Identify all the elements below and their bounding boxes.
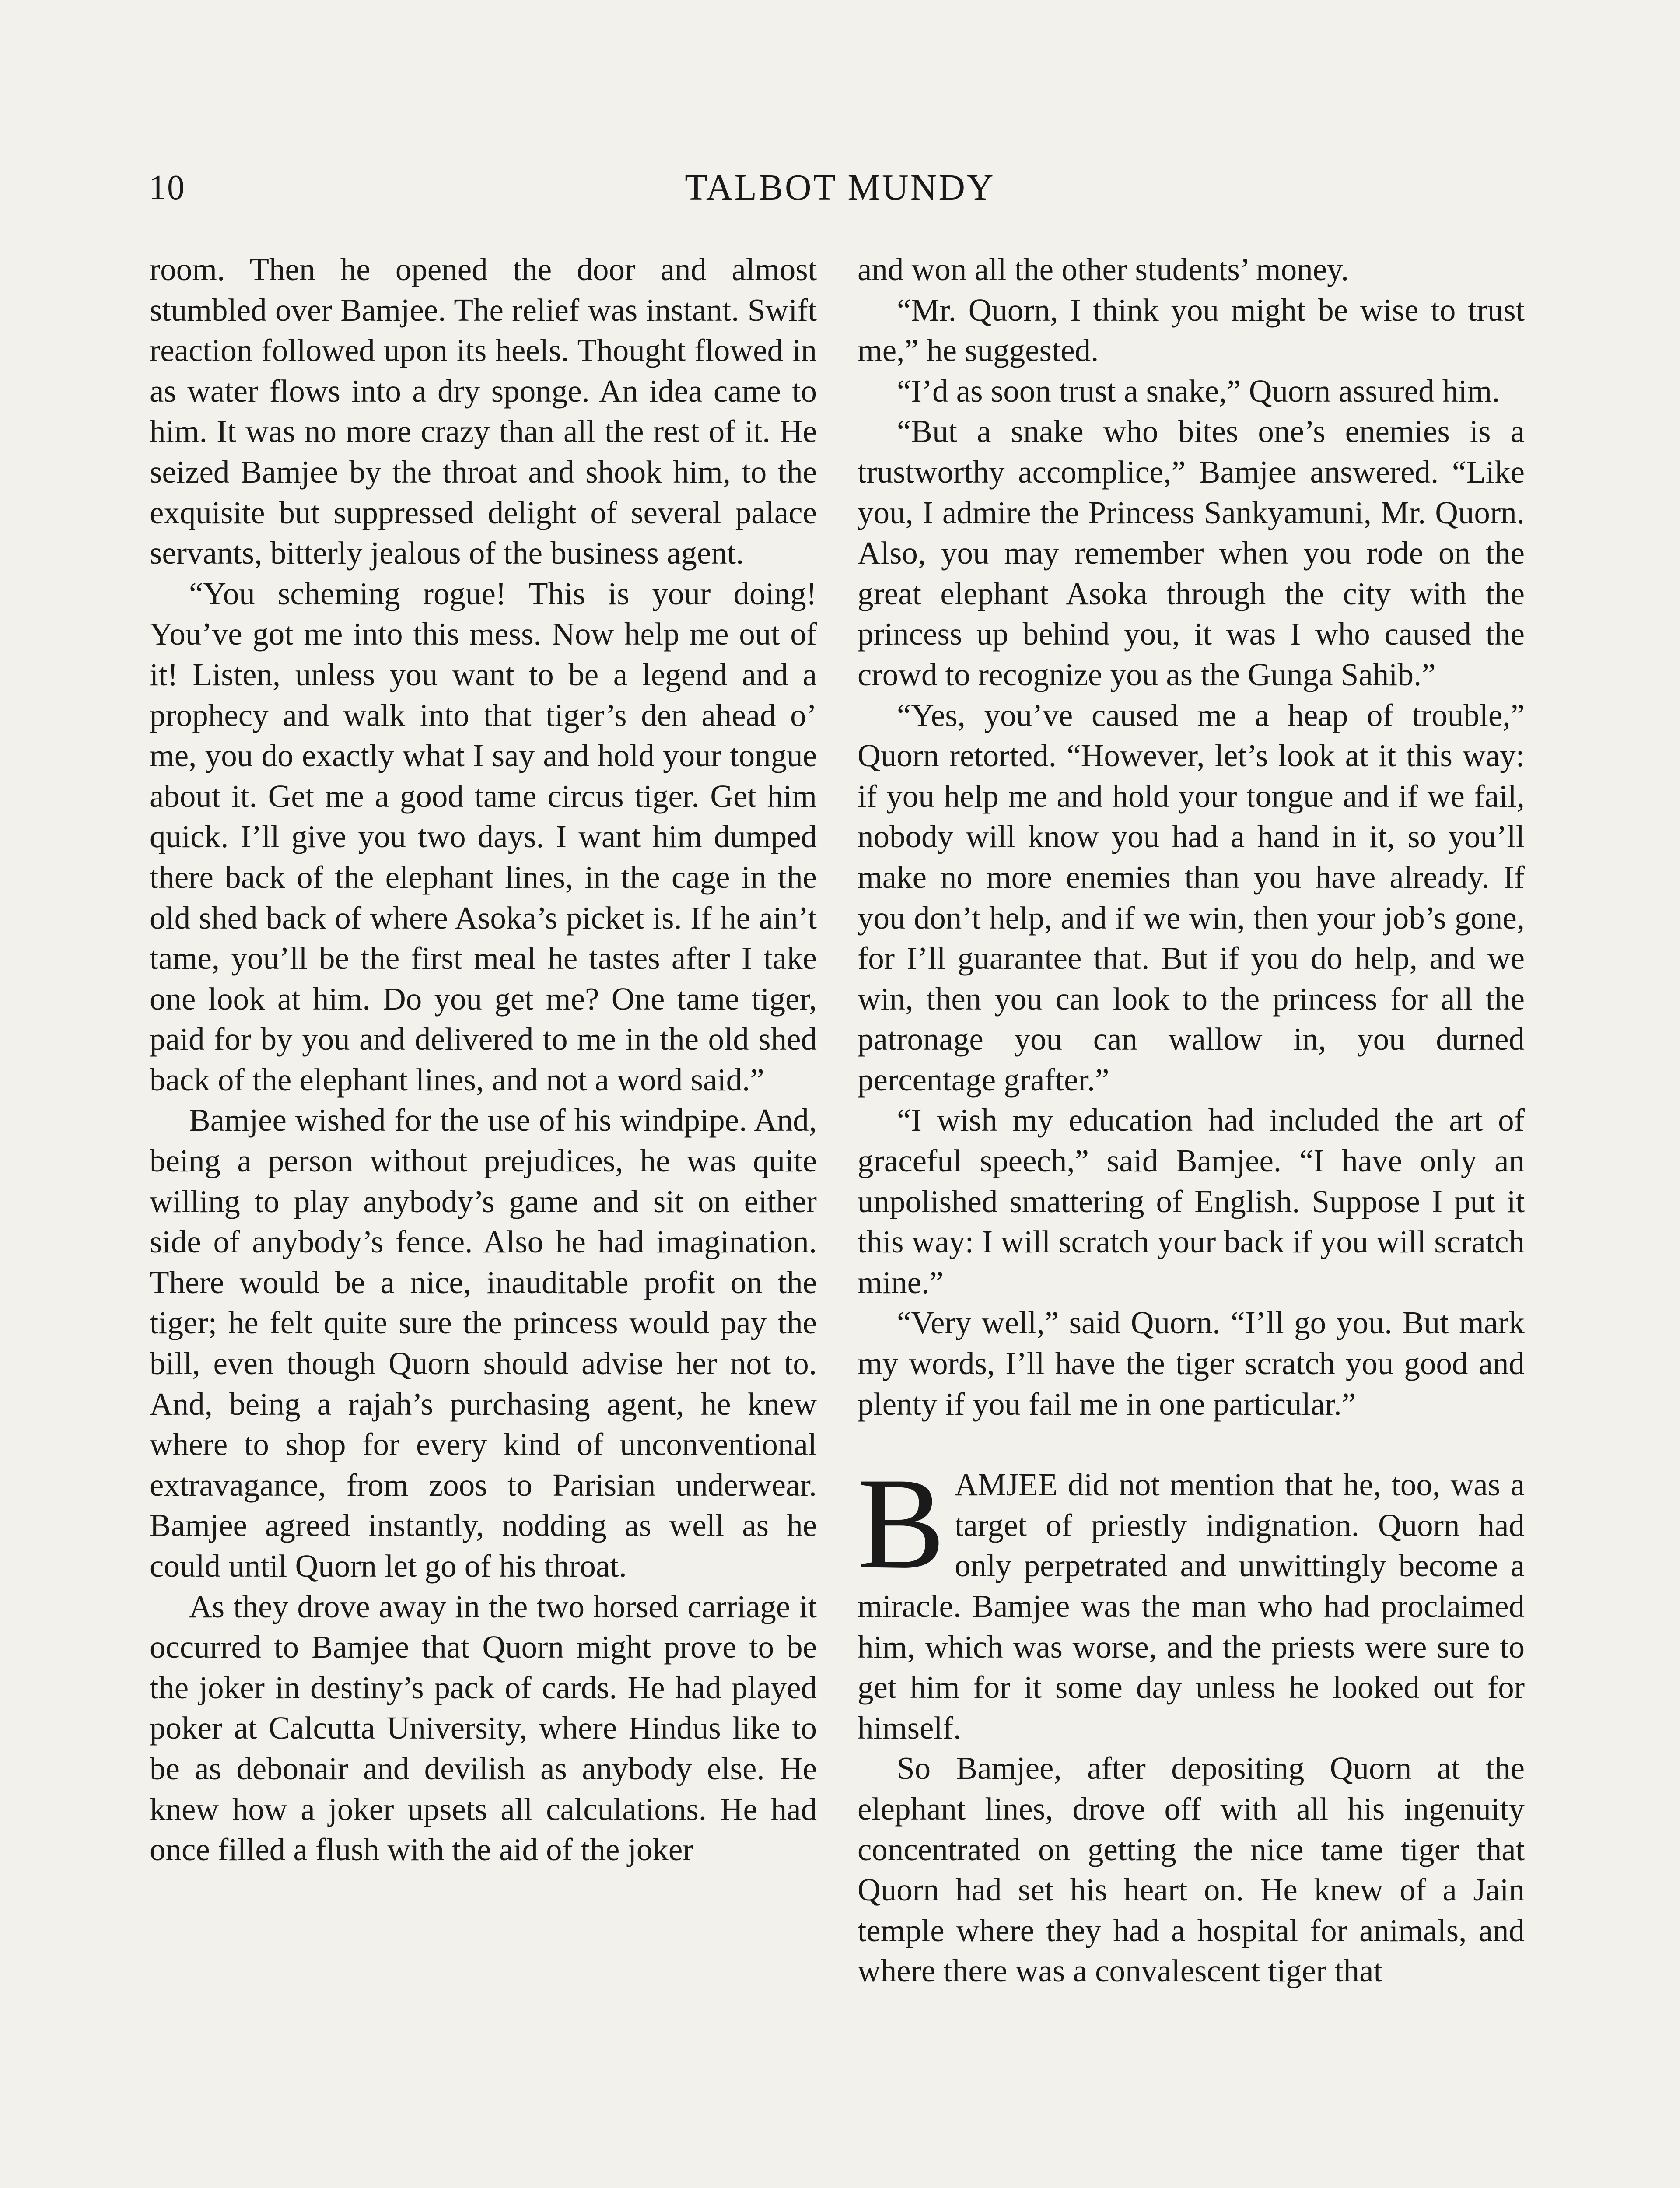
paragraph: Bamjee wished for the use of his windpipe. And, being a person without prejudices, he was quite willing to play anybody’s game and sit on either side of anybody’s fence. Also he had imagination. There would be a nice, inauditable profit on the tiger; he felt quite sure the princess would pay the bill, even though Quorn should advise her not to. And, being a rajah’s purchasing agent, he knew where to shop for every kind of unconventional extravagance, from zoos to Parisian underwear. Bamjee agreed instantly, nodding as well as he could until Quorn let go of his throat. (150, 1102, 817, 1584)
page-number: 10 (149, 168, 186, 207)
paragraph: “You scheming rogue! This is your doing! You’ve got me into this mess. Now help me out of it! Listen, unless you want to be a legend and a prophecy and walk into that tiger’s den ahead o’ me, you do exactly what I say and hold your tongue about it. Get me a good tame circus tiger. Get him quick. I’ll give you two days. I want him dumped there back of the elephant lines, in the cage in the old shed back of where Asoka’s picket is. If he ain’t tame, you’ll be the first meal he tastes after I take one look at him. Do you get me? One tame tiger, paid for by you and delivered to me in the old shed back of the elephant lines, and not a word said.” (150, 575, 817, 1098)
paragraph: So Bamjee, after depositing Quorn at the elephant lines, drove off with all his ingenuity concentrated on getting the nice tame tiger that Quorn had set his heart on. He knew of a Jain temple where they had a hospital for animals, and where there was a convalescent tiger that (858, 1750, 1525, 1989)
page-header (0, 164, 1680, 212)
running-head: TALBOT MUNDY (685, 167, 995, 208)
paragraph: As they drove away in the two horsed carriage it occurred to Bamjee that Quorn might prove to be the joker in destiny’s pack of cards. He had played poker at Calcutta University, where Hindus like to be as debonair and devilish as anybody else. He knew how a joker upsets all calculations. He had once filled a flush with the aid of the joker (150, 1588, 817, 1868)
paragraph: “I’d as soon trust a snake,” Quorn assured him. (897, 373, 1500, 409)
section-break (858, 1451, 1525, 1992)
section-first-paragraph (858, 1451, 1525, 1748)
drop-cap: B (858, 1451, 945, 1596)
paragraph: “I wish my education had included the art of graceful speech,” said Bamjee. “I have only an unpolished smattering of English. Suppose I put it this way: I will scratch your back if you will scratch mine.” (858, 1102, 1525, 1300)
paragraph: “But a snake who bites one’s enemies is a trustworthy accomplice,” Bamjee answered. “Like you, I admire the Princess Sankyamuni, Mr. Quorn. Also, you may remember when you rode on the great elephant Asoka through the city with the princess up behind you, it was I who caused the crowd to recognize you as the Gunga Sahib.” (858, 414, 1525, 692)
paragraph: “Mr. Quorn, I think you might be wise to trust me,” he suggested. (858, 292, 1525, 368)
paragraph: and won all the other students’ money. (858, 252, 1349, 287)
paragraph: “Yes, you’ve caused me a heap of trouble,” Quorn retorted. “However, let’s look at it this way: if you help me and hold your tongue and if we fail, nobody will know you had a hand in it, so you’ll make no more enemies than you have already. If you don’t help, and if we win, then your job’s gone, for I’ll guarantee that. But if you do help, and we win, then you can look to the princess for all the patronage you can wallow in, you durned percentage grafter.” (858, 697, 1525, 1098)
section-first-paragraph-text: AMJEE did not mention that he, too, was a target of priestly indignation. Quorn had only perpetrated and unwittingly become a miracle. Bamjee was the man who had proclaimed him, which was worse, and the priests were sure to get him for it some day unless he looked out for himself. (858, 1467, 1525, 1746)
paragraph: room. Then he opened the door and almost stumbled over Bamjee. The relief was instant. Swift reaction followed upon its heels. Thought flowed in as water flows into a dry sponge. An idea came to him. It was no more crazy than all the rest of it. He seized Bamjee by the throat and shook him, to the exquisite but suppressed delight of several palace servants, bitterly jealous of the business agent. (150, 252, 817, 571)
left-column (150, 249, 817, 1870)
paragraph: “Very well,” said Quorn. “I’ll go you. But mark my words, I’ll have the tiger scratch you good and plenty if you fail me in one particular.” (858, 1305, 1525, 1422)
right-column (858, 249, 1525, 1992)
